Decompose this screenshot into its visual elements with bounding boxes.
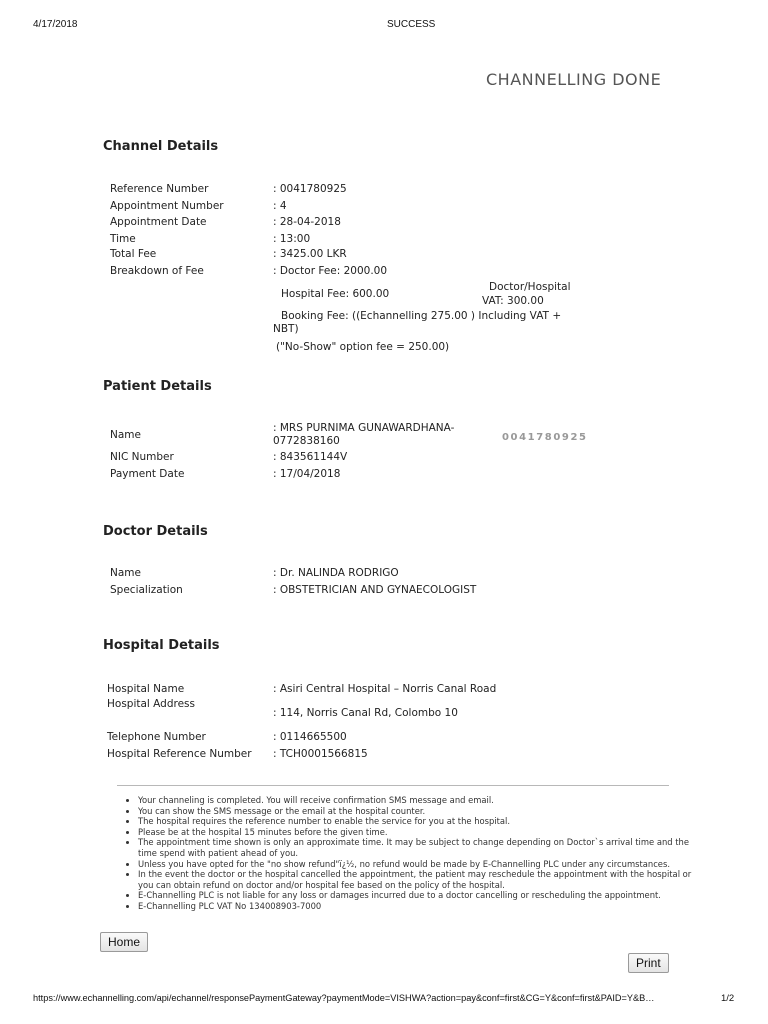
reference-number-label: Reference Number: [110, 183, 209, 195]
note-item: • The hospital requires the reference number to enable the service for you at the hospital.: [138, 816, 698, 827]
hospital-reference-value: : TCH0001566815: [273, 748, 368, 760]
time-label: Time: [110, 233, 136, 245]
specialization-value: : OBSTETRICIAN AND GYNAECOLOGIST: [273, 584, 477, 596]
no-show-fee-note: ("No-Show" option fee = 250.00): [276, 341, 450, 353]
fee-breakdown-label: Breakdown of Fee: [110, 265, 204, 277]
nic-number-value: : 843561144V: [273, 451, 348, 463]
note-item: • The appointment time shown is only an approximate time. It may be subject to change depending on Doctor`s arrival time and the time spend with patient ahead of you.: [138, 837, 698, 858]
print-date: 4/17/2018: [33, 19, 78, 30]
hospital-details-heading: Hospital Details: [103, 638, 220, 653]
hospital-name-value: : Asiri Central Hospital – Norris Canal Road: [273, 683, 497, 695]
page-header-title: SUCCESS: [387, 19, 436, 30]
telephone-number-label: Telephone Number: [107, 731, 206, 743]
patient-name-value: : MRS PURNIMA GUNAWARDHANA-: [273, 422, 455, 434]
appointment-number-label: Appointment Number: [110, 200, 224, 212]
patient-details-heading: Patient Details: [103, 379, 212, 394]
note-item: • In the event the doctor or the hospital cancelled the appointment, the patient may reschedule the appointment with the hospital or you can obtain refund on doctor and/or hospital fee based on the policy of the hospital.: [138, 869, 698, 890]
doctor-name-value: : Dr. NALINDA RODRIGO: [273, 567, 399, 579]
specialization-label: Specialization: [110, 584, 183, 596]
note-item: • E-Channelling PLC is not liable for any loss or damages incurred due to a doctor cancelling or rescheduling the appointment.: [138, 890, 698, 901]
reference-number-value: : 0041780925: [273, 183, 347, 195]
patient-name-label: Name: [110, 429, 141, 441]
print-button[interactable]: Print: [628, 953, 669, 973]
notes-divider: [117, 785, 669, 786]
page-url: https://www.echannelling.com/api/echannel/responsePaymentGateway?paymentMode=VISHWA?action=pay&conf=first&CG=Y&conf=first&PAID=Y&B…: [33, 993, 655, 1003]
hospital-reference-label: Hospital Reference Number: [107, 748, 252, 760]
note-item: • Your channeling is completed. You will receive confirmation SMS message and email.: [138, 795, 698, 806]
hospital-address-label: Hospital Address: [107, 698, 195, 710]
total-fee-value: : 3425.00 LKR: [273, 248, 347, 260]
appointment-date-value: : 28-04-2018: [273, 216, 341, 228]
reference-watermark: 0041780925: [502, 432, 588, 443]
note-item: • Unless you have opted for the "no show refund"ï¿½, no refund would be made by E-Channelling PLC under any circumstances.: [138, 859, 698, 870]
hospital-name-label: Hospital Name: [107, 683, 185, 695]
appointment-number-value: : 4: [273, 200, 287, 212]
payment-date-value: : 17/04/2018: [273, 468, 341, 480]
hospital-fee-value: Hospital Fee: 600.00: [281, 288, 390, 300]
notes-list: [118, 795, 698, 912]
note-item: • E-Channelling PLC VAT No 134008903-7000: [138, 901, 698, 912]
total-fee-label: Total Fee: [110, 248, 157, 260]
page-title: CHANNELLING DONE: [486, 70, 662, 89]
telephone-number-value: : 0114665500: [273, 731, 347, 743]
appointment-date-label: Appointment Date: [110, 216, 207, 228]
note-item: • You can show the SMS message or the email at the hospital counter.: [138, 806, 698, 817]
patient-name-value-cont: 0772838160: [273, 435, 340, 447]
page-number: 1/2: [721, 993, 735, 1004]
booking-fee-value: Booking Fee: ((Echannelling 275.00 ) Including VAT +: [281, 310, 562, 322]
doctor-name-label: Name: [110, 567, 141, 579]
nic-number-label: NIC Number: [110, 451, 174, 463]
doctor-fee-value: : Doctor Fee: 2000.00: [273, 265, 388, 277]
doctor-details-heading: Doctor Details: [103, 524, 208, 539]
hospital-address-value: : 114, Norris Canal Rd, Colombo 10: [273, 707, 458, 719]
booking-fee-value-cont: NBT): [273, 323, 299, 335]
vat-value: VAT: 300.00: [482, 295, 544, 307]
channel-details-heading: Channel Details: [103, 139, 219, 154]
note-item: • Please be at the hospital 15 minutes before the given time.: [138, 827, 698, 838]
payment-date-label: Payment Date: [110, 468, 185, 480]
vat-label: Doctor/Hospital: [489, 281, 571, 293]
time-value: : 13:00: [273, 233, 311, 245]
home-button[interactable]: Home: [100, 932, 148, 952]
